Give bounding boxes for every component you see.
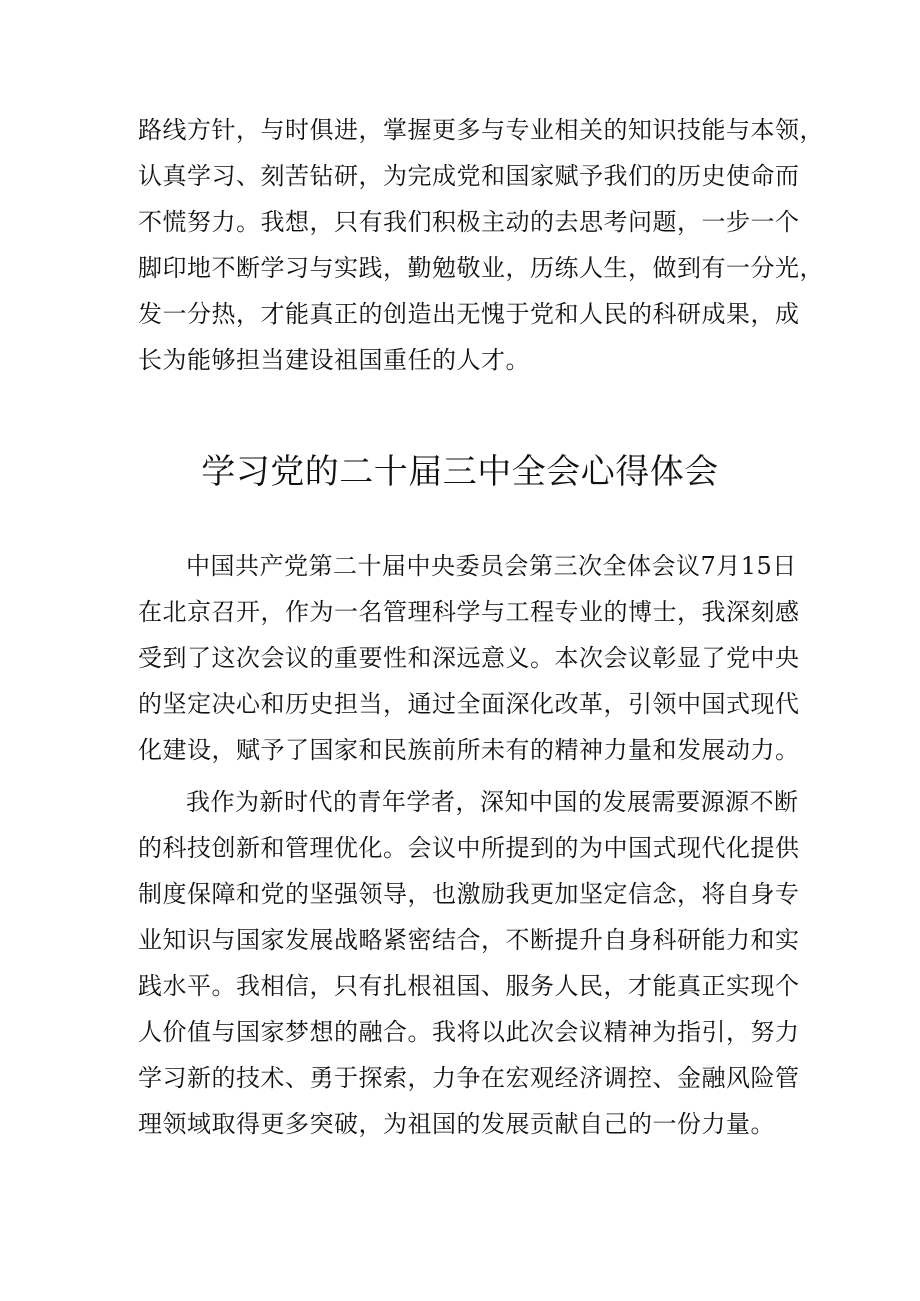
text-line: 我作为新时代的青年学者，深知中国的发展需要源源不断: [186, 788, 799, 816]
text-line: 学习新的技术、勇于探索，力争在宏观经济调控、金融风险管: [138, 1064, 800, 1092]
text-line: 长为能够担当建设祖国重任的人才。: [138, 346, 530, 374]
text-line: 业知识与国家发展战略紧密结合，不断提升自身科研能力和实: [138, 926, 800, 954]
text-line: 路线方针，与时俱进，掌握更多与专业相关的知识技能与本领，: [138, 116, 824, 144]
text-line: 人价值与国家梦想的融合。我将以此次会议精神为指引，努力: [138, 1018, 800, 1046]
text-line: 不慌努力。我想，只有我们积极主动的去思考问题，一步一个: [138, 208, 800, 236]
text-line: 制度保障和党的坚强领导，也激励我更加坚定信念，将自身专: [138, 880, 800, 908]
text-line: 发一分热，才能真正的创造出无愧于党和人民的科研成果，成: [138, 300, 800, 328]
text-line: 受到了这次会议的重要性和深远意义。本次会议彰显了党中央: [138, 644, 800, 672]
text-line: 在北京召开，作为一名管理科学与工程专业的博士，我深刻感: [138, 598, 800, 626]
text-line: 的坚定决心和历史担当，通过全面深化改革，引领中国式现代: [138, 690, 800, 718]
text-line: 化建设，赋予了国家和民族前所未有的精神力量和发展动力。: [138, 736, 800, 764]
article-title: 学习党的二十届三中全会心得体会: [201, 452, 719, 492]
continuation-paragraph: [138, 107, 824, 383]
text-line: 认真学习、刻苦钻研，为完成党和国家赋予我们的历史使命而: [138, 162, 800, 190]
article-paragraph-1: [138, 543, 800, 773]
text-line: 中国共产党第二十届中央委员会第三次全体会议7月15日: [186, 552, 797, 580]
text-line: 的科技创新和管理优化。会议中所提到的为中国式现代化提供: [138, 834, 800, 862]
text-line: 践水平。我相信，只有扎根祖国、服务人民，才能真正实现个: [138, 972, 800, 1000]
text-line: 脚印地不断学习与实践，勤勉敬业，历练人生，做到有一分光，: [138, 254, 824, 282]
article-paragraph-2: [138, 779, 800, 1147]
text-line: 理领域取得更多突破，为祖国的发展贡献自己的一份力量。: [138, 1110, 775, 1138]
